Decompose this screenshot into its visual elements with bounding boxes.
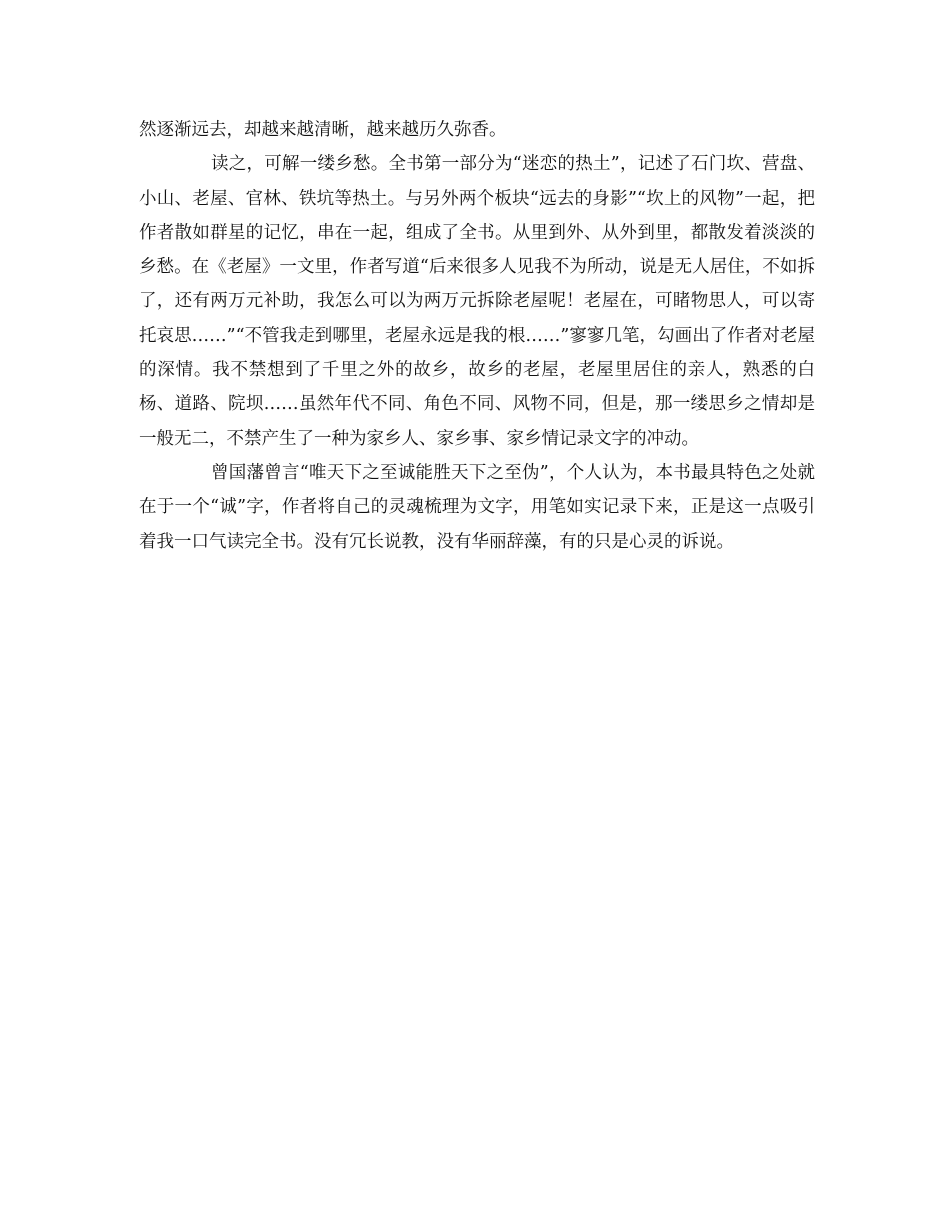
paragraph-sincerity: 曾国藩曾言“唯天下之至诚能胜天下之至伪”，个人认为，本书最具特色之处就在于一个“诚”字，作者将自己的灵魂梳理为文字，用笔如实记录下来，正是这一点吸引着我一口气读完全书。没有冗长说教，没有华丽辞藻，有的只是心灵的诉说。 xyxy=(139,462,815,552)
paragraph-continuation: 然逐渐远去，却越来越清晰，越来越历久弥香。 xyxy=(139,120,507,140)
paragraph-nostalgia: 读之，可解一缕乡愁。全书第一部分为“迷恋的热土”，记述了石门坎、营盘、小山、老屋、官林、铁坑等热土。与另外两个板块“远去的身影”“坎上的风物”一起，把作者散如群星的记忆，串在一起，组成了全书。从里到外、从外到里，都散发着淡淡的乡愁。在《老屋》一文里，作者写道“后来很多人见我不为所动，说是无人居住，不如拆了，还有两万元补助，我怎么可以为两万元拆除老屋呢！老屋在，可睹物思人，可以寄托哀思……”“不管我走到哪里，老屋永远是我的根……”寥寥几笔，勾画出了作者对老屋的深情。我不禁想到了千里之外的故乡，故乡的老屋，老屋里居住的亲人，熟悉的白杨、道路、院坝……虽然年代不同、角色不同、风物不同，但是，那一缕思乡之情却是一般无二，不禁产生了一种为家乡人、家乡事、家乡情记录文字的冲动。 xyxy=(139,154,815,449)
body-text xyxy=(139,113,815,559)
